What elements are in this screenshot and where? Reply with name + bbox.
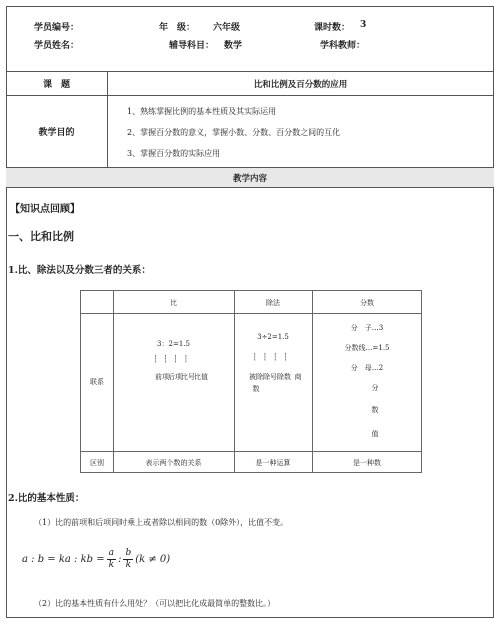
subsection-heading: 2.比的基本性质： bbox=[8, 493, 85, 504]
formula-colon: : bbox=[118, 554, 122, 565]
table-divider bbox=[81, 451, 421, 452]
knowledge-review-heading: 【知识点回顾】 bbox=[10, 204, 80, 215]
table-divider bbox=[113, 291, 114, 472]
division-term: 除号 bbox=[263, 373, 277, 381]
division-example: 3÷2=1.5 bbox=[257, 333, 289, 341]
diff-division: 是一种运算 bbox=[255, 459, 291, 467]
objective-item: 1、熟练掌握比例的基本性质及其实际运用 bbox=[127, 107, 277, 116]
table-header-division: 除法 bbox=[266, 299, 280, 307]
topic-value: 比和比例及百分数的应用 bbox=[253, 79, 348, 90]
fraction-line: 分数线…=1.5 bbox=[344, 344, 390, 352]
topic-label: 课 题 bbox=[6, 72, 108, 95]
grade-label: 年 级： bbox=[159, 23, 196, 33]
formula-fraction: $\frac{b}{k}$ bbox=[125, 548, 132, 570]
table-header-fraction: 分数 bbox=[360, 299, 374, 307]
row-label-difference: 区别 bbox=[90, 459, 104, 467]
teacher-label: 学科教师： bbox=[320, 41, 366, 51]
diff-fraction: 是一种数 bbox=[353, 459, 381, 467]
division-term: 商 bbox=[294, 373, 302, 381]
division-term: 除数 bbox=[277, 373, 291, 381]
student-name-label: 学员姓名： bbox=[34, 41, 80, 51]
division-term: 被除数 bbox=[249, 373, 263, 393]
fraction-term: 分 bbox=[371, 384, 379, 392]
formula-condition: (k ≠ 0) bbox=[135, 554, 171, 565]
subsection-heading: 1.比、除法以及分数三者的关系： bbox=[8, 265, 151, 276]
row-label-relation: 联系 bbox=[90, 378, 104, 386]
objectives-label: 教学目的 bbox=[6, 96, 108, 167]
objective-item: 3、掌握百分数的实际应用 bbox=[127, 149, 221, 158]
content-band: 教学内容 bbox=[6, 168, 494, 188]
topic-row bbox=[6, 72, 494, 96]
ratio-term: 前项 bbox=[155, 373, 169, 381]
relation-table bbox=[80, 290, 422, 473]
objectives-row bbox=[6, 96, 494, 168]
subject-label: 辅导科目： bbox=[169, 41, 215, 51]
fraction-denominator: 分 母…2 bbox=[350, 364, 384, 372]
fraction-numerator: 分 子…3 bbox=[350, 324, 384, 332]
section-heading: 一、比和比例 bbox=[8, 230, 74, 243]
objectives-list bbox=[107, 96, 494, 167]
subject-value: 数学 bbox=[224, 41, 243, 51]
ratio-term: 后项 bbox=[168, 373, 182, 381]
table-divider bbox=[312, 291, 313, 472]
ratio-term: 比值 bbox=[194, 373, 208, 381]
property-text: （1）比的前项和后项同时乘上或者除以相同的数（0除外），比值不变。 bbox=[34, 518, 289, 527]
formula-fraction: $\frac{a}{k}$ bbox=[108, 548, 115, 570]
lessons-value: 3 bbox=[360, 20, 367, 30]
ratio-markers: ┆┆┆┆ bbox=[153, 355, 194, 363]
objective-item: 2、掌握百分数的意义，掌握小数、分数、百分数之间的互化 bbox=[127, 128, 341, 137]
student-no-label: 学员编号： bbox=[34, 23, 80, 33]
table-divider bbox=[81, 313, 421, 314]
table-divider bbox=[234, 291, 235, 472]
grade-value: 六年级 bbox=[213, 23, 241, 33]
division-markers: ┆┆┆┆ bbox=[252, 353, 294, 361]
property-question: （2）比的基本性质有什么用处？（可以把比化成最简单的整数比。） bbox=[34, 599, 276, 608]
fraction-term: 数 bbox=[371, 406, 379, 414]
ratio-property-formula bbox=[22, 548, 170, 571]
ratio-example: 3：2=1.5 bbox=[157, 340, 190, 348]
fraction-term: 值 bbox=[371, 430, 379, 438]
header-block bbox=[6, 6, 494, 72]
formula-left: a : b = ka : kb = bbox=[22, 554, 105, 565]
ratio-term: 比号 bbox=[181, 373, 195, 381]
table-header-ratio: 比 bbox=[170, 299, 177, 307]
lessons-label: 课时数： bbox=[314, 23, 351, 33]
diff-ratio: 表示两个数的关系 bbox=[145, 459, 202, 467]
